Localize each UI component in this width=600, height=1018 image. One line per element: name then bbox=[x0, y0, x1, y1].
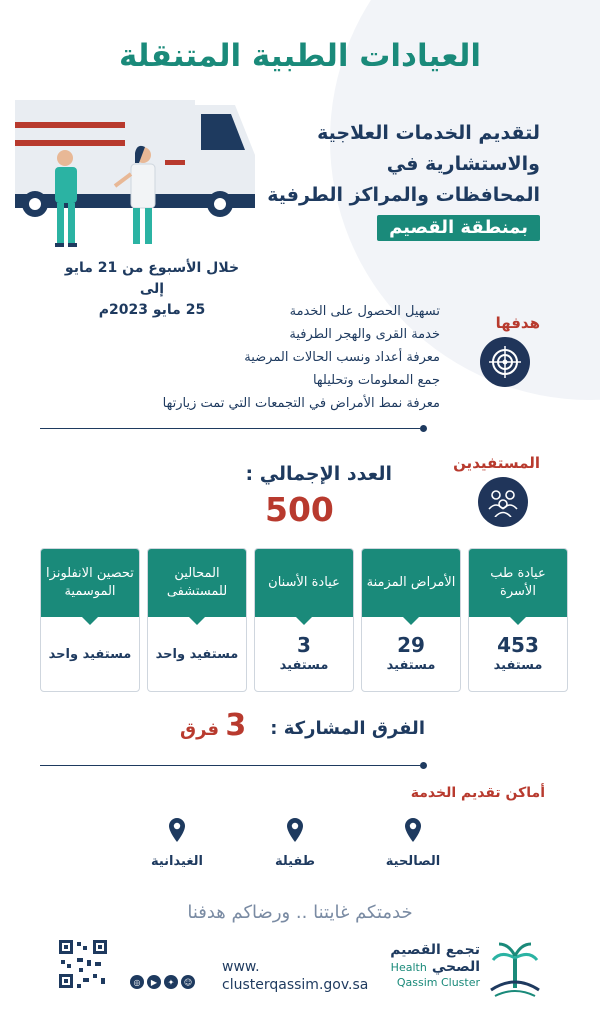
website-line: clusterqassim.gov.sa bbox=[222, 977, 369, 993]
website-line: www. bbox=[222, 959, 260, 975]
people-group-icon bbox=[478, 477, 528, 527]
places-label: أماكن تقديم الخدمة bbox=[410, 785, 545, 801]
card-title: الأمراض المزمنة bbox=[362, 549, 460, 617]
card-body bbox=[255, 617, 353, 691]
slogan: خدمتكم غايتنا .. ورضاكم هدفنا bbox=[187, 902, 413, 923]
list-item: معرفة نمط الأمراض في التجمعات التي تمت زيارتها bbox=[162, 396, 440, 411]
beneficiaries-label: المستفيدين bbox=[453, 454, 540, 472]
card-body bbox=[148, 617, 246, 691]
place-item bbox=[122, 818, 232, 869]
card-value: مستفيد واحد bbox=[155, 646, 239, 662]
teams-unit: فرق bbox=[180, 719, 220, 740]
card-title: المحالين للمستشفى bbox=[148, 549, 246, 617]
card-unit: مستفيد bbox=[279, 658, 329, 673]
card-body bbox=[469, 617, 567, 691]
goals-list bbox=[80, 300, 440, 415]
card-unit: مستفيد bbox=[386, 658, 436, 673]
date-range-line: 25 مايو 2023م bbox=[98, 302, 206, 318]
card-value: مستفيد واحد bbox=[48, 646, 132, 662]
logo-ar-line: الصحي bbox=[431, 959, 480, 975]
list-item: تسهيل الحصول على الخدمة bbox=[289, 304, 440, 319]
teams-value bbox=[180, 708, 246, 743]
location-pin-icon bbox=[405, 818, 421, 842]
qr-code[interactable] bbox=[57, 938, 109, 990]
divider bbox=[40, 765, 420, 766]
card-title: عيادة الأسنان bbox=[255, 549, 353, 617]
teams-count: 3 bbox=[225, 708, 247, 743]
stat-card bbox=[468, 548, 568, 692]
website-link[interactable] bbox=[222, 958, 368, 994]
page-title: العيادات الطبية المتنقلة bbox=[118, 38, 482, 74]
logo-en-line: Health bbox=[390, 961, 427, 974]
target-icon bbox=[480, 337, 530, 387]
place-item bbox=[240, 818, 350, 869]
goals-label: هدفها bbox=[495, 314, 540, 332]
region-badge: بمنطقة القصيم bbox=[377, 215, 540, 241]
logo-en-line: Qassim Cluster bbox=[396, 976, 480, 989]
subtitle-line: والاستشارية في bbox=[386, 153, 540, 175]
divider bbox=[40, 428, 420, 429]
place-name: طفيلة bbox=[274, 854, 316, 869]
stat-card bbox=[40, 548, 140, 692]
card-title: تحصين الانفلونزا الموسمية bbox=[41, 549, 139, 617]
total-value: 500 bbox=[265, 490, 334, 529]
snapchat-icon[interactable]: ☺ bbox=[181, 975, 195, 989]
twitter-icon[interactable]: ✦ bbox=[164, 975, 178, 989]
list-item: معرفة أعداد ونسب الحالات المرضية bbox=[244, 350, 440, 365]
subtitle-block bbox=[240, 118, 540, 243]
divider-dot bbox=[420, 762, 427, 769]
card-value: 3 bbox=[297, 633, 311, 657]
location-pin-icon bbox=[169, 818, 185, 842]
subtitle-line: لتقديم الخدمات العلاجية bbox=[317, 122, 540, 144]
teams-label: الفرق المشاركة : bbox=[270, 718, 425, 739]
stats-cards bbox=[40, 548, 568, 690]
card-body bbox=[362, 617, 460, 691]
palm-logo-icon bbox=[485, 940, 545, 1000]
instagram-icon[interactable]: ◎ bbox=[130, 975, 144, 989]
card-unit: مستفيد bbox=[493, 658, 543, 673]
card-value: 453 bbox=[497, 633, 539, 657]
logo-ar-line: تجمع القصيم bbox=[390, 942, 480, 958]
divider-dot bbox=[420, 425, 427, 432]
list-item: خدمة القرى والهجر الطرفية bbox=[289, 327, 440, 342]
card-value: 29 bbox=[397, 633, 425, 657]
stat-card bbox=[361, 548, 461, 692]
social-links bbox=[130, 975, 195, 989]
cluster-logo-text bbox=[390, 943, 480, 990]
subtitle-line: المحافظات والمراكز الطرفية bbox=[267, 184, 540, 206]
youtube-icon[interactable]: ▶ bbox=[147, 975, 161, 989]
stat-card bbox=[254, 548, 354, 692]
location-pin-icon bbox=[287, 818, 303, 842]
total-label: العدد الإجمالي : bbox=[245, 463, 392, 485]
date-range-line: خلال الأسبوع من 21 مايو إلى bbox=[64, 260, 240, 297]
card-body bbox=[41, 617, 139, 691]
list-item: جمع المعلومات وتحليلها bbox=[312, 373, 440, 388]
place-name: الصالحية bbox=[385, 854, 441, 869]
card-title: عيادة طب الأسرة bbox=[469, 549, 567, 617]
stat-card bbox=[147, 548, 247, 692]
place-item bbox=[358, 818, 468, 869]
place-name: الغيدانية bbox=[150, 854, 204, 869]
ambulance-illustration bbox=[15, 100, 255, 250]
